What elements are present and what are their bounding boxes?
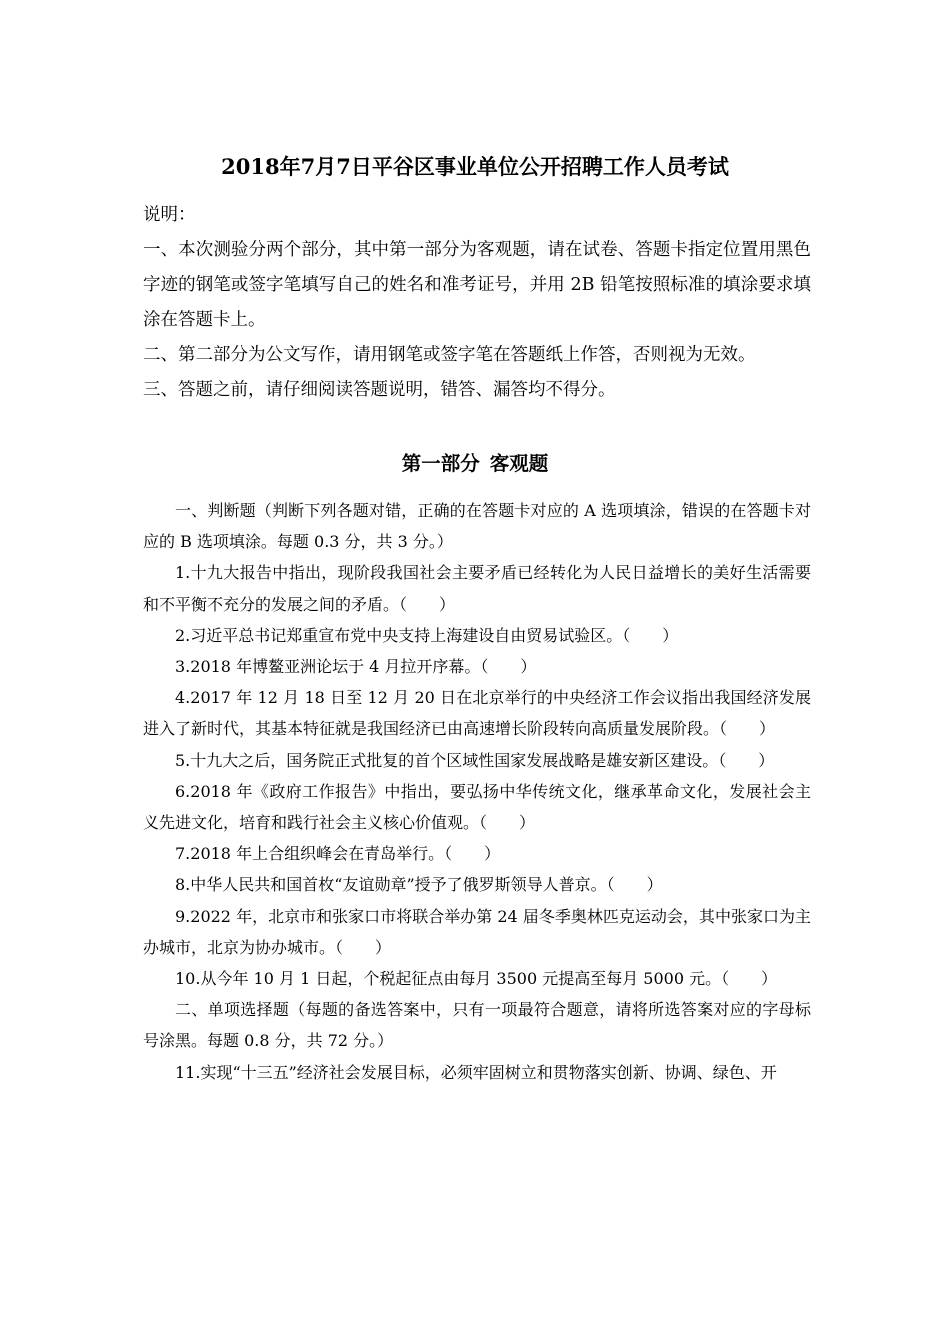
question-4: 4.2017 年 12 月 18 日至 12 月 20 日在北京举行的中央经济工作会议指出我国经济发展进入了新时代，其基本特征就是我国经济已由高速增长阶段转向高质量发展阶段。（ ） [143, 688, 811, 739]
question-1: 1.十九大报告中指出，现阶段我国社会主要矛盾已经转化为人民日益增长的美好生活需要和不平衡不充分的发展之间的矛盾。（ ） [143, 563, 811, 614]
question-11: 11.实现“十三五”经济社会发展目标，必须牢固树立和贯物落实创新、协调、绿色、开 [175, 1062, 777, 1082]
instructions-heading: 说明： [143, 205, 196, 225]
instruction-item-3: 三、答题之前，请仔细阅读答题说明，错答、漏答均不得分。 [143, 380, 616, 400]
question-10: 10.从今年 10 月 1 日起，个税起征点由每月 3500 元提高至每月 5000 元。（ ） [175, 969, 778, 989]
question-6: 6.2018 年《政府工作报告》中指出，要弘扬中华传统文化，继承革命文化，发展社会主义先进文化，培育和践行社会主义核心价值观。（ ） [143, 781, 811, 833]
section-title-main: 第一部分 [401, 452, 480, 475]
instruction-item-1: 一、本次测验分两个部分，其中第一部分为客观题，请在试卷、答题卡指定位置用黑色字迹的钢笔或签字笔填写自己的姓名和准考证号，并用 2B 铅笔按照标准的填涂要求填涂在答题卡上。 [143, 240, 811, 330]
question-2: 2.习近平总书记郑重宣布党中央支持上海建设自由贸易试验区。（ ） [175, 625, 679, 645]
question-7: 7.2018 年上合组织峰会在青岛举行。（ ） [175, 844, 501, 864]
exam-title: 2018年7月7日平谷区事业单位公开招聘工作人员考试 [221, 154, 729, 179]
true-false-intro: 一、判断题（判断下列各题对错，正确的在答题卡对应的 A 选项填涂，错误的在答题卡对应的 B 选项填涂。每题 0.3 分，共 3 分。） [143, 501, 811, 552]
question-8: 8.中华人民共和国首枚“友谊勋章”授予了俄罗斯领导人普京。（ ） [175, 875, 663, 895]
single-choice-intro: 二、单项选择题（每题的备选答案中，只有一项最符合题意，请将所选答案对应的字母标号涂黑。每题 0.8 分，共 72 分。） [143, 1000, 811, 1051]
question-3: 3.2018 年博鳌亚洲论坛于 4 月拉开序幕。（ ） [175, 657, 537, 677]
section-title-part-one [0, 447, 950, 481]
section-title-sub: 客观题 [489, 452, 549, 475]
questions-block [143, 495, 811, 1088]
question-9: 9.2022 年，北京市和张家口市将联合举办第 24 届冬季奥林匹克运动会，其中张家口为主办城市，北京为协办城市。（ ） [143, 906, 811, 957]
instructions-block [143, 198, 811, 408]
instruction-item-2: 二、第二部分为公文写作，请用钢笔或签字笔在答题纸上作答，否则视为无效。 [143, 345, 756, 365]
question-5: 5.十九大之后，国务院正式批复的首个区域性国家发展战略是雄安新区建设。（ ） [175, 750, 775, 770]
